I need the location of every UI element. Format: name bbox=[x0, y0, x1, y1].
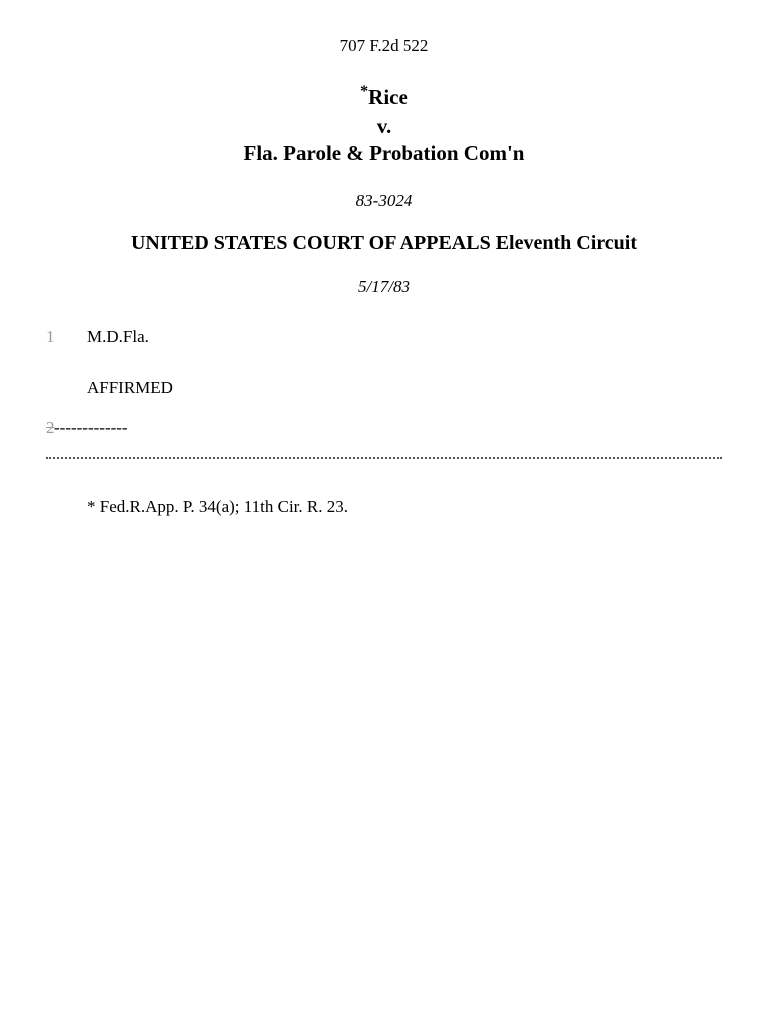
plaintiff-name: Rice bbox=[368, 85, 408, 109]
dotted-divider bbox=[46, 457, 722, 459]
versus-label: v. bbox=[376, 114, 392, 138]
plaintiff-line bbox=[0, 84, 768, 113]
paragraph-text: AFFIRMED bbox=[87, 378, 173, 397]
court-name: UNITED STATES COURT OF APPEALS Eleventh Circuit bbox=[130, 232, 638, 254]
docket-number: 83-3024 bbox=[355, 191, 413, 210]
decision-date: 5/17/83 bbox=[358, 277, 410, 296]
case-caption bbox=[0, 84, 768, 167]
footnote-asterisk[interactable]: * bbox=[360, 83, 369, 100]
defendant-name: Fla. Parole & Probation Com'n bbox=[243, 141, 525, 165]
separator-dashes: ------------- bbox=[54, 418, 128, 437]
footnote-text: * Fed.R.App. P. 34(a); 11th Cir. R. 23. bbox=[87, 497, 348, 516]
paragraph-text: M.D.Fla. bbox=[87, 327, 149, 346]
reporter-citation: 707 F.2d 522 bbox=[339, 36, 429, 55]
paragraph-number[interactable]: 1 bbox=[46, 327, 55, 346]
paragraph-number[interactable]: 2 bbox=[46, 418, 55, 437]
